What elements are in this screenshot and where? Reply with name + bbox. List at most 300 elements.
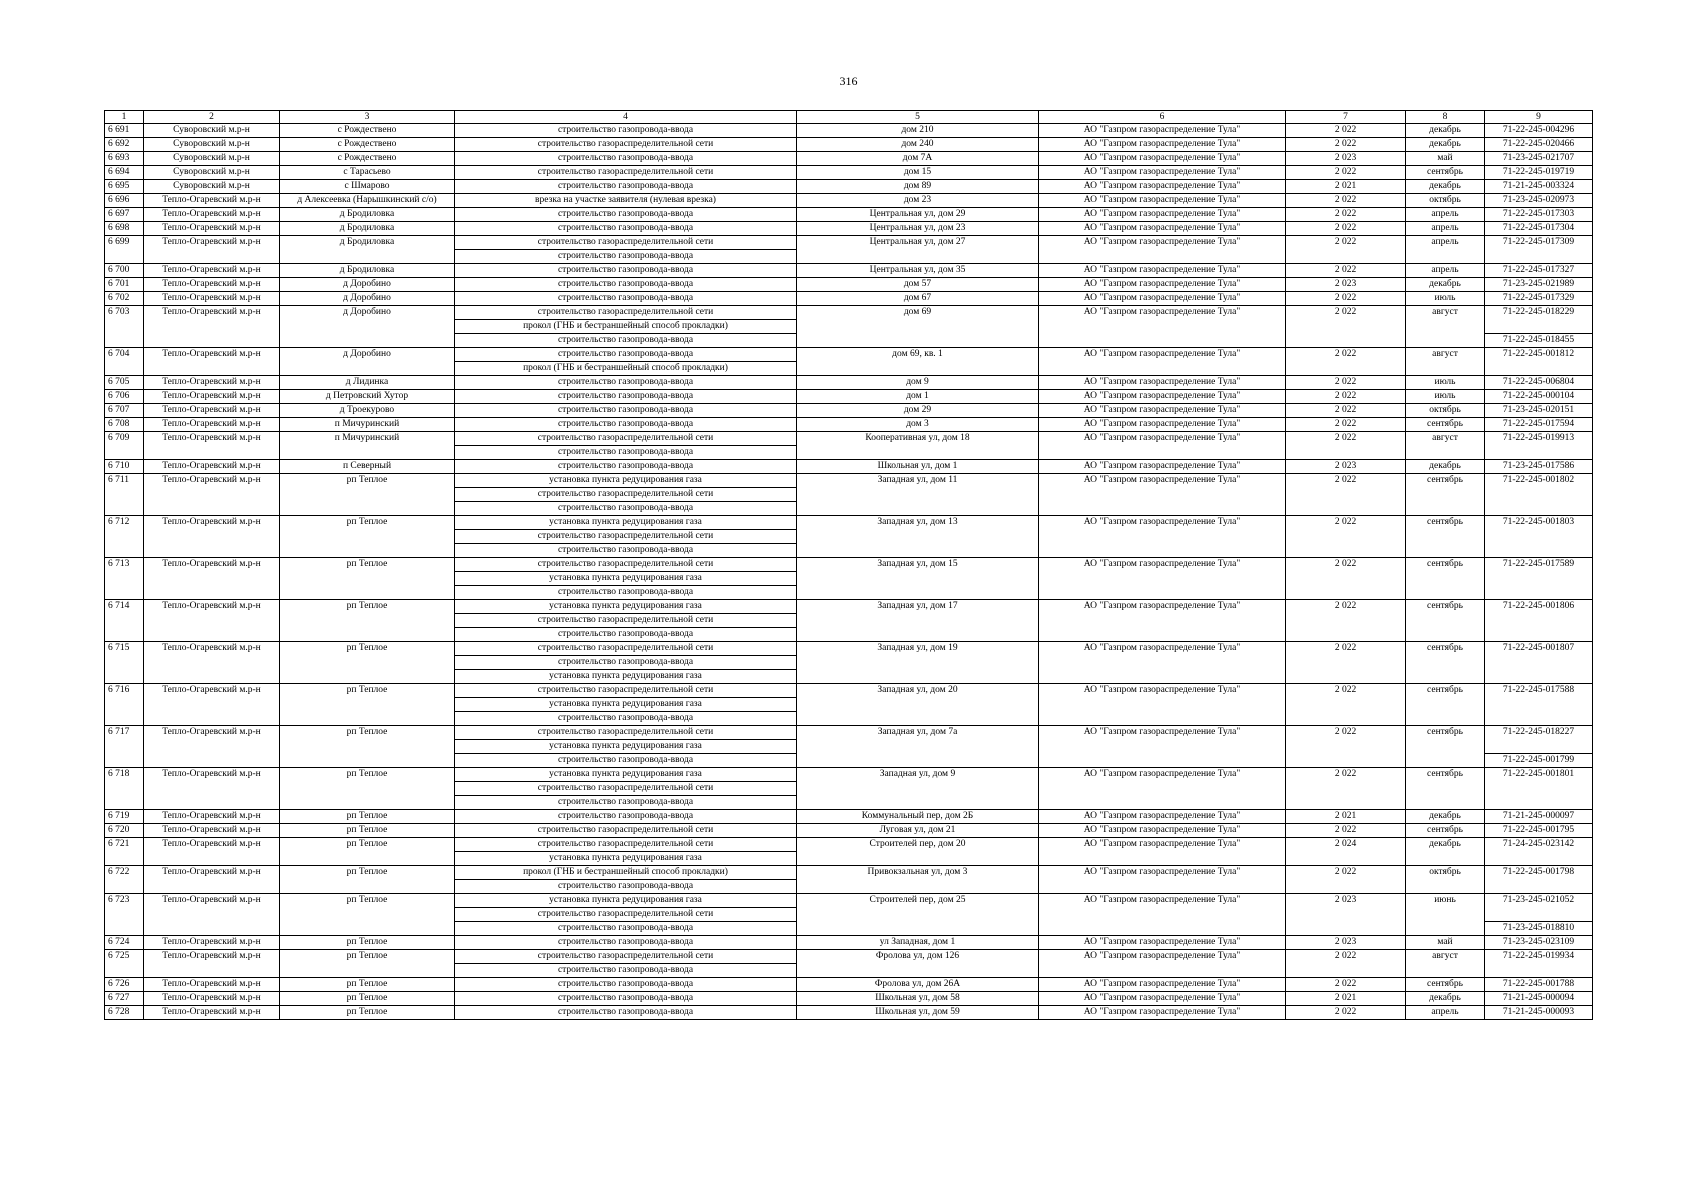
locality-cell: д Алексеевка (Нарышкинский с/о)	[280, 194, 455, 208]
organization-cell: АО "Газпром газораспределение Тула"	[1039, 474, 1286, 516]
address-cell: Фролова ул, дом 26А	[797, 978, 1039, 992]
month-cell: сентябрь	[1406, 824, 1485, 838]
year-cell: 2 022	[1286, 866, 1406, 894]
year-cell: 2 022	[1286, 950, 1406, 978]
address-cell: Западная ул, дом 15	[797, 558, 1039, 600]
work-type-cell: строительство газопровода-ввода	[455, 152, 797, 166]
work-type-cell: строительство газопровода-ввода	[455, 180, 797, 194]
locality-cell: рп Теплое	[280, 894, 455, 936]
work-type-cell: строительство газопровода-ввода	[455, 712, 797, 726]
year-cell: 2 022	[1286, 432, 1406, 460]
id-cell: 71-23-245-023109	[1485, 936, 1593, 950]
work-type-cell: строительство газопровода-ввода	[455, 390, 797, 404]
year-cell: 2 022	[1286, 390, 1406, 404]
organization-cell: АО "Газпром газораспределение Тула"	[1039, 992, 1286, 1006]
table-row	[105, 460, 1593, 474]
column-header: 8	[1406, 111, 1485, 124]
month-cell: июль	[1406, 376, 1485, 390]
month-cell: апрель	[1406, 264, 1485, 278]
year-cell: 2 022	[1286, 208, 1406, 222]
row-number-cell: 6 695	[105, 180, 144, 194]
id-cell: 71-22-245-001788	[1485, 978, 1593, 992]
district-cell: Тепло-Огаревский м.р-н	[144, 264, 280, 278]
month-cell: сентябрь	[1406, 166, 1485, 180]
table-row	[105, 418, 1593, 432]
district-cell: Тепло-Огаревский м.р-н	[144, 348, 280, 376]
work-type-cell: строительство газопровода-ввода	[455, 292, 797, 306]
work-type-cell: строительство газораспределительной сети	[455, 908, 797, 922]
year-cell: 2 022	[1286, 376, 1406, 390]
work-type-cell: строительство газораспределительной сети	[455, 726, 797, 740]
row-number-cell: 6 724	[105, 936, 144, 950]
year-cell: 2 023	[1286, 278, 1406, 292]
work-type-cell: строительство газопровода-ввода	[455, 656, 797, 670]
organization-cell: АО "Газпром газораспределение Тула"	[1039, 208, 1286, 222]
address-cell: дом 9	[797, 376, 1039, 390]
locality-cell: с Рождествено	[280, 138, 455, 152]
table-row	[105, 978, 1593, 992]
row-number-cell: 6 722	[105, 866, 144, 894]
work-type-cell: строительство газораспределительной сети	[455, 642, 797, 656]
column-header: 7	[1286, 111, 1406, 124]
work-type-cell: строительство газопровода-ввода	[455, 880, 797, 894]
work-type-cell: строительство газопровода-ввода	[455, 264, 797, 278]
month-cell: октябрь	[1406, 866, 1485, 894]
address-cell: Западная ул, дом 17	[797, 600, 1039, 642]
work-type-cell: строительство газопровода-ввода	[455, 222, 797, 236]
id-cell: 71-22-245-006804	[1485, 376, 1593, 390]
year-cell: 2 022	[1286, 222, 1406, 236]
locality-cell: рп Теплое	[280, 992, 455, 1006]
year-cell: 2 022	[1286, 236, 1406, 264]
month-cell: сентябрь	[1406, 558, 1485, 600]
district-cell: Тепло-Огаревский м.р-н	[144, 726, 280, 768]
month-cell: май	[1406, 152, 1485, 166]
organization-cell: АО "Газпром газораспределение Тула"	[1039, 1006, 1286, 1020]
table-row	[105, 1006, 1593, 1020]
work-type-cell: установка пункта редуцирования газа	[455, 698, 797, 712]
district-cell: Тепло-Огаревский м.р-н	[144, 642, 280, 684]
address-cell: Западная ул, дом 20	[797, 684, 1039, 726]
month-cell: апрель	[1406, 236, 1485, 264]
row-number-cell: 6 698	[105, 222, 144, 236]
district-cell: Тепло-Огаревский м.р-н	[144, 222, 280, 236]
work-type-cell: установка пункта редуцирования газа	[455, 474, 797, 488]
district-cell: Суворовский м.р-н	[144, 124, 280, 138]
organization-cell: АО "Газпром газораспределение Тула"	[1039, 600, 1286, 642]
row-number-cell: 6 705	[105, 376, 144, 390]
row-number-cell: 6 706	[105, 390, 144, 404]
address-cell: дом 240	[797, 138, 1039, 152]
row-number-cell: 6 715	[105, 642, 144, 684]
district-cell: Тепло-Огаревский м.р-н	[144, 558, 280, 600]
district-cell: Тепло-Огаревский м.р-н	[144, 208, 280, 222]
table-row	[105, 558, 1593, 572]
month-cell: сентябрь	[1406, 684, 1485, 726]
work-type-cell: установка пункта редуцирования газа	[455, 852, 797, 866]
row-number-cell: 6 721	[105, 838, 144, 866]
row-number-cell: 6 709	[105, 432, 144, 460]
organization-cell: АО "Газпром газораспределение Тула"	[1039, 684, 1286, 726]
address-cell: дом 69, кв. 1	[797, 348, 1039, 376]
work-type-cell: строительство газопровода-ввода	[455, 334, 797, 348]
year-cell: 2 021	[1286, 810, 1406, 824]
locality-cell: п Мичуринский	[280, 418, 455, 432]
row-number-cell: 6 691	[105, 124, 144, 138]
organization-cell: АО "Газпром газораспределение Тула"	[1039, 278, 1286, 292]
month-cell: сентябрь	[1406, 978, 1485, 992]
work-type-cell: строительство газопровода-ввода	[455, 124, 797, 138]
locality-cell: д Доробино	[280, 348, 455, 376]
address-cell: дом 23	[797, 194, 1039, 208]
id-cell: 71-22-245-020466	[1485, 138, 1593, 152]
locality-cell: рп Теплое	[280, 1006, 455, 1020]
id-cell: 71-22-245-001806	[1485, 600, 1593, 642]
row-number-cell: 6 710	[105, 460, 144, 474]
year-cell: 2 022	[1286, 726, 1406, 768]
year-cell: 2 023	[1286, 936, 1406, 950]
address-cell: Центральная ул, дом 27	[797, 236, 1039, 264]
work-type-cell: строительство газораспределительной сети	[455, 236, 797, 250]
work-type-cell: строительство газораспределительной сети	[455, 488, 797, 502]
month-cell: август	[1406, 306, 1485, 348]
year-cell: 2 023	[1286, 460, 1406, 474]
locality-cell: с Рождествено	[280, 152, 455, 166]
work-type-cell: установка пункта редуцирования газа	[455, 740, 797, 754]
year-cell: 2 022	[1286, 124, 1406, 138]
work-type-cell: строительство газораспределительной сети	[455, 684, 797, 698]
month-cell: декабрь	[1406, 810, 1485, 824]
id-cell: 71-22-245-017594	[1485, 418, 1593, 432]
id-cell: 71-23-245-018810	[1485, 922, 1593, 936]
address-cell: дом 29	[797, 404, 1039, 418]
month-cell: сентябрь	[1406, 418, 1485, 432]
work-type-cell: прокол (ГНБ и бестраншейный способ прокладки)	[455, 362, 797, 376]
organization-cell: АО "Газпром газораспределение Тула"	[1039, 180, 1286, 194]
year-cell: 2 022	[1286, 978, 1406, 992]
address-cell: Центральная ул, дом 23	[797, 222, 1039, 236]
month-cell: сентябрь	[1406, 516, 1485, 558]
id-cell: 71-22-245-017327	[1485, 264, 1593, 278]
work-type-cell: строительство газопровода-ввода	[455, 208, 797, 222]
month-cell: декабрь	[1406, 992, 1485, 1006]
year-cell: 2 022	[1286, 642, 1406, 684]
month-cell: октябрь	[1406, 194, 1485, 208]
address-cell: Привокзальная ул, дом 3	[797, 866, 1039, 894]
district-cell: Тепло-Огаревский м.р-н	[144, 460, 280, 474]
organization-cell: АО "Газпром газораспределение Тула"	[1039, 460, 1286, 474]
row-number-cell: 6 707	[105, 404, 144, 418]
id-cell: 71-22-245-017588	[1485, 684, 1593, 726]
id-cell: 71-22-245-019934	[1485, 950, 1593, 978]
table-row	[105, 194, 1593, 208]
district-cell: Тепло-Огаревский м.р-н	[144, 278, 280, 292]
year-cell: 2 022	[1286, 306, 1406, 348]
work-type-cell: строительство газопровода-ввода	[455, 404, 797, 418]
district-cell: Тепло-Огаревский м.р-н	[144, 306, 280, 348]
table-row	[105, 348, 1593, 362]
id-cell: 71-22-245-018229	[1485, 306, 1593, 334]
work-type-cell: строительство газопровода-ввода	[455, 978, 797, 992]
organization-cell: АО "Газпром газораспределение Тула"	[1039, 642, 1286, 684]
address-cell: Западная ул, дом 19	[797, 642, 1039, 684]
organization-cell: АО "Газпром газораспределение Тула"	[1039, 236, 1286, 264]
table-row	[105, 138, 1593, 152]
table-row	[105, 208, 1593, 222]
id-cell: 71-24-245-023142	[1485, 838, 1593, 866]
address-cell: Западная ул, дом 13	[797, 516, 1039, 558]
address-cell: Центральная ул, дом 35	[797, 264, 1039, 278]
work-type-cell: строительство газопровода-ввода	[455, 418, 797, 432]
table-row	[105, 726, 1593, 740]
address-cell: Фролова ул, дом 126	[797, 950, 1039, 978]
month-cell: декабрь	[1406, 180, 1485, 194]
table-row	[105, 264, 1593, 278]
year-cell: 2 021	[1286, 180, 1406, 194]
work-type-cell: строительство газопровода-ввода	[455, 964, 797, 978]
id-cell: 71-22-245-018455	[1485, 334, 1593, 348]
district-cell: Суворовский м.р-н	[144, 180, 280, 194]
locality-cell: рп Теплое	[280, 866, 455, 894]
month-cell: декабрь	[1406, 124, 1485, 138]
address-cell: ул Западная, дом 1	[797, 936, 1039, 950]
row-number-cell: 6 697	[105, 208, 144, 222]
district-cell: Тепло-Огаревский м.р-н	[144, 936, 280, 950]
table-row	[105, 950, 1593, 964]
locality-cell: рп Теплое	[280, 838, 455, 866]
table-row	[105, 306, 1593, 320]
row-number-cell: 6 720	[105, 824, 144, 838]
row-number-cell: 6 712	[105, 516, 144, 558]
row-number-cell: 6 702	[105, 292, 144, 306]
district-cell: Тепло-Огаревский м.р-н	[144, 432, 280, 460]
organization-cell: АО "Газпром газораспределение Тула"	[1039, 138, 1286, 152]
organization-cell: АО "Газпром газораспределение Тула"	[1039, 558, 1286, 600]
year-cell: 2 022	[1286, 516, 1406, 558]
district-cell: Тепло-Огаревский м.р-н	[144, 404, 280, 418]
month-cell: декабрь	[1406, 460, 1485, 474]
district-cell: Тепло-Огаревский м.р-н	[144, 418, 280, 432]
month-cell: сентябрь	[1406, 768, 1485, 810]
district-cell: Тепло-Огаревский м.р-н	[144, 292, 280, 306]
locality-cell: д Лидинка	[280, 376, 455, 390]
address-cell: Западная ул, дом 11	[797, 474, 1039, 516]
organization-cell: АО "Газпром газораспределение Тула"	[1039, 292, 1286, 306]
column-header: 9	[1485, 111, 1593, 124]
id-cell: 71-21-245-003324	[1485, 180, 1593, 194]
year-cell: 2 022	[1286, 138, 1406, 152]
locality-cell: рп Теплое	[280, 474, 455, 516]
address-cell: дом 15	[797, 166, 1039, 180]
month-cell: декабрь	[1406, 278, 1485, 292]
row-number-cell: 6 693	[105, 152, 144, 166]
month-cell: сентябрь	[1406, 642, 1485, 684]
year-cell: 2 022	[1286, 404, 1406, 418]
organization-cell: АО "Газпром газораспределение Тула"	[1039, 726, 1286, 768]
locality-cell: д Бродиловка	[280, 208, 455, 222]
year-cell: 2 023	[1286, 894, 1406, 936]
column-header: 5	[797, 111, 1039, 124]
district-cell: Тепло-Огаревский м.р-н	[144, 824, 280, 838]
month-cell: декабрь	[1406, 838, 1485, 866]
id-cell: 71-22-245-017304	[1485, 222, 1593, 236]
month-cell: апрель	[1406, 222, 1485, 236]
work-type-cell: строительство газораспределительной сети	[455, 138, 797, 152]
work-type-cell: строительство газораспределительной сети	[455, 614, 797, 628]
row-number-cell: 6 701	[105, 278, 144, 292]
work-type-cell: установка пункта редуцирования газа	[455, 894, 797, 908]
work-type-cell: строительство газораспределительной сети	[455, 824, 797, 838]
id-cell: 71-22-245-001801	[1485, 768, 1593, 810]
work-type-cell: прокол (ГНБ и бестраншейный способ прокладки)	[455, 320, 797, 334]
row-number-cell: 6 718	[105, 768, 144, 810]
work-type-cell: строительство газопровода-ввода	[455, 796, 797, 810]
column-header: 2	[144, 111, 280, 124]
locality-cell: рп Теплое	[280, 600, 455, 642]
organization-cell: АО "Газпром газораспределение Тула"	[1039, 222, 1286, 236]
work-type-cell: строительство газопровода-ввода	[455, 250, 797, 264]
month-cell: июль	[1406, 390, 1485, 404]
table-row	[105, 390, 1593, 404]
work-type-cell: строительство газораспределительной сети	[455, 432, 797, 446]
id-cell: 71-23-245-017586	[1485, 460, 1593, 474]
table-row	[105, 824, 1593, 838]
id-cell: 71-22-245-001799	[1485, 754, 1593, 768]
table-row	[105, 866, 1593, 880]
work-type-cell: строительство газопровода-ввода	[455, 992, 797, 1006]
locality-cell: д Петровский Хутор	[280, 390, 455, 404]
row-number-cell: 6 713	[105, 558, 144, 600]
locality-cell: с Тарасьево	[280, 166, 455, 180]
id-cell: 71-22-245-001795	[1485, 824, 1593, 838]
month-cell: август	[1406, 950, 1485, 978]
column-header: 4	[455, 111, 797, 124]
locality-cell: д Троекурово	[280, 404, 455, 418]
table-row	[105, 222, 1593, 236]
id-cell: 71-22-245-000104	[1485, 390, 1593, 404]
id-cell: 71-22-245-017303	[1485, 208, 1593, 222]
table-row	[105, 684, 1593, 698]
table-row	[105, 278, 1593, 292]
id-cell: 71-22-245-017589	[1485, 558, 1593, 600]
year-cell: 2 022	[1286, 166, 1406, 180]
work-type-cell: установка пункта редуцирования газа	[455, 600, 797, 614]
organization-cell: АО "Газпром газораспределение Тула"	[1039, 418, 1286, 432]
district-cell: Суворовский м.р-н	[144, 152, 280, 166]
work-type-cell: строительство газопровода-ввода	[455, 502, 797, 516]
year-cell: 2 024	[1286, 838, 1406, 866]
column-header: 1	[105, 111, 144, 124]
work-type-cell: строительство газораспределительной сети	[455, 530, 797, 544]
month-cell: сентябрь	[1406, 726, 1485, 768]
address-cell: Коммунальный пер, дом 2Б	[797, 810, 1039, 824]
month-cell: июль	[1406, 292, 1485, 306]
id-cell: 71-23-245-021052	[1485, 894, 1593, 922]
address-cell: дом 1	[797, 390, 1039, 404]
work-type-cell: установка пункта редуцирования газа	[455, 516, 797, 530]
address-cell: дом 69	[797, 306, 1039, 348]
organization-cell: АО "Газпром газораспределение Тула"	[1039, 824, 1286, 838]
column-header: 3	[280, 111, 455, 124]
year-cell: 2 022	[1286, 264, 1406, 278]
id-cell: 71-23-245-020973	[1485, 194, 1593, 208]
district-cell: Суворовский м.р-н	[144, 166, 280, 180]
id-cell: 71-23-245-021707	[1485, 152, 1593, 166]
locality-cell: с Шмарово	[280, 180, 455, 194]
id-cell: 71-22-245-001798	[1485, 866, 1593, 894]
id-cell: 71-21-245-000093	[1485, 1006, 1593, 1020]
row-number-cell: 6 723	[105, 894, 144, 936]
table-row	[105, 166, 1593, 180]
row-number-cell: 6 694	[105, 166, 144, 180]
row-number-cell: 6 711	[105, 474, 144, 516]
district-cell: Тепло-Огаревский м.р-н	[144, 236, 280, 264]
district-cell: Тепло-Огаревский м.р-н	[144, 600, 280, 642]
address-cell: дом 7А	[797, 152, 1039, 166]
year-cell: 2 022	[1286, 558, 1406, 600]
month-cell: октябрь	[1406, 404, 1485, 418]
organization-cell: АО "Газпром газораспределение Тула"	[1039, 348, 1286, 376]
organization-cell: АО "Газпром газораспределение Тула"	[1039, 194, 1286, 208]
year-cell: 2 023	[1286, 152, 1406, 166]
work-type-cell: строительство газопровода-ввода	[455, 810, 797, 824]
organization-cell: АО "Газпром газораспределение Тула"	[1039, 390, 1286, 404]
work-type-cell: строительство газопровода-ввода	[455, 460, 797, 474]
district-cell: Тепло-Огаревский м.р-н	[144, 810, 280, 824]
row-number-cell: 6 700	[105, 264, 144, 278]
year-cell: 2 022	[1286, 600, 1406, 642]
table-row	[105, 124, 1593, 138]
month-cell: сентябрь	[1406, 474, 1485, 516]
address-cell: Западная ул, дом 7а	[797, 726, 1039, 768]
work-type-cell: строительство газопровода-ввода	[455, 922, 797, 936]
year-cell: 2 022	[1286, 348, 1406, 376]
organization-cell: АО "Газпром газораспределение Тула"	[1039, 306, 1286, 348]
month-cell: сентябрь	[1406, 600, 1485, 642]
organization-cell: АО "Газпром газораспределение Тула"	[1039, 264, 1286, 278]
row-number-cell: 6 714	[105, 600, 144, 642]
year-cell: 2 022	[1286, 292, 1406, 306]
work-type-cell: строительство газораспределительной сети	[455, 838, 797, 852]
district-cell: Тепло-Огаревский м.р-н	[144, 376, 280, 390]
work-type-cell: строительство газопровода-ввода	[455, 544, 797, 558]
organization-cell: АО "Газпром газораспределение Тула"	[1039, 810, 1286, 824]
table-row	[105, 152, 1593, 166]
row-number-cell: 6 704	[105, 348, 144, 376]
year-cell: 2 022	[1286, 684, 1406, 726]
row-number-cell: 6 696	[105, 194, 144, 208]
address-cell: Школьная ул, дом 58	[797, 992, 1039, 1006]
id-cell: 71-22-245-018227	[1485, 726, 1593, 754]
locality-cell: рп Теплое	[280, 642, 455, 684]
organization-cell: АО "Газпром газораспределение Тула"	[1039, 866, 1286, 894]
table-row	[105, 992, 1593, 1006]
year-cell: 2 022	[1286, 768, 1406, 810]
year-cell: 2 022	[1286, 418, 1406, 432]
work-type-cell: строительство газораспределительной сети	[455, 306, 797, 320]
table-row	[105, 292, 1593, 306]
row-number-cell: 6 692	[105, 138, 144, 152]
id-cell: 71-22-245-019719	[1485, 166, 1593, 180]
table-row	[105, 236, 1593, 250]
district-cell: Тепло-Огаревский м.р-н	[144, 768, 280, 810]
locality-cell: рп Теплое	[280, 684, 455, 726]
column-header: 6	[1039, 111, 1286, 124]
table-row	[105, 404, 1593, 418]
organization-cell: АО "Газпром газораспределение Тула"	[1039, 894, 1286, 936]
locality-cell: д Доробино	[280, 292, 455, 306]
address-cell: дом 89	[797, 180, 1039, 194]
